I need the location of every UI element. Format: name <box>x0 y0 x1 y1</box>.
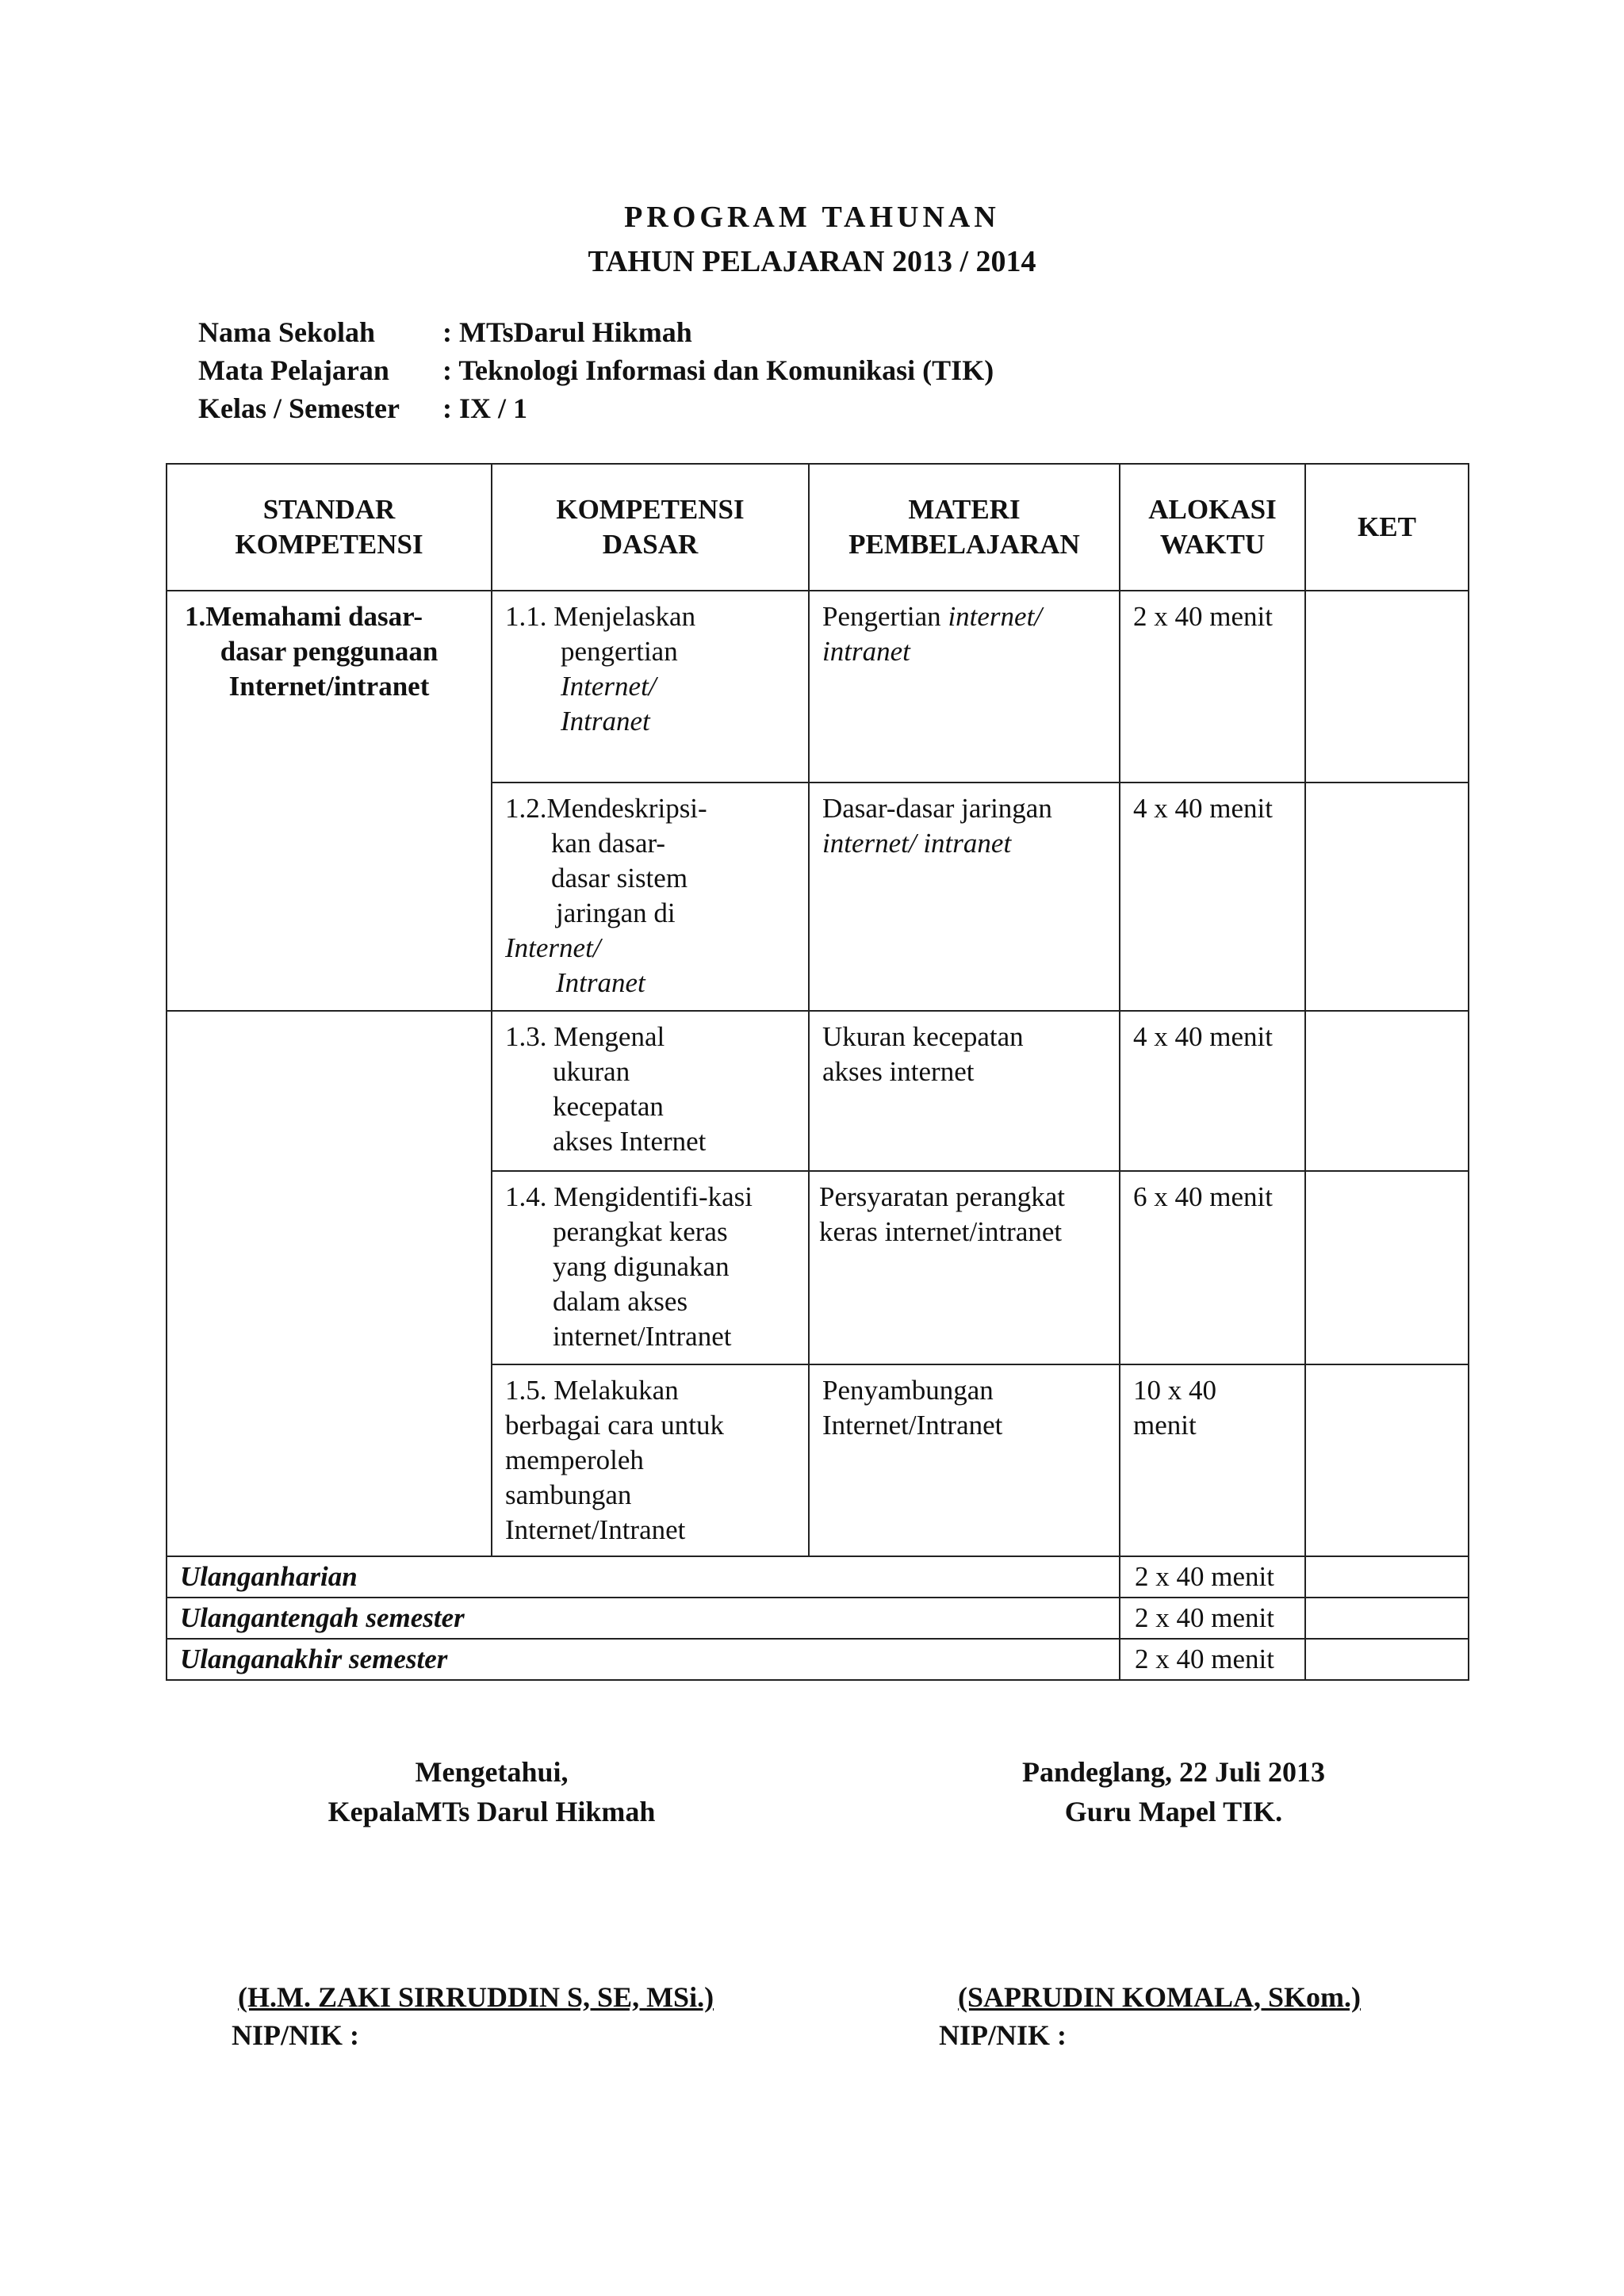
ulangan-row <box>167 1556 1469 1598</box>
meta-row-class <box>198 392 994 430</box>
header-materi-pembelajaran: MATERI PEMBELAJARAN <box>809 464 1120 591</box>
ulangan-row <box>167 1598 1469 1639</box>
table-row <box>167 591 1469 783</box>
header-kompetensi-dasar: KOMPETENSI DASAR <box>492 464 809 591</box>
ket-cell <box>1305 1639 1469 1680</box>
signatory-right-nip: NIP/NIK : <box>939 2019 1067 2051</box>
ket-cell <box>1305 1598 1469 1639</box>
materi-cell: Persyaratan perangkat keras internet/intranet <box>809 1171 1120 1364</box>
meta-value: : IX / 1 <box>442 392 527 424</box>
standar-kompetensi-cell: 1.Memahami dasar- dasar penggunaan Internet/intranet <box>167 591 492 1011</box>
meta-row-school <box>198 316 994 354</box>
ket-cell <box>1305 1011 1469 1171</box>
meta-value: : Teknologi Informasi dan Komunikasi (TIK) <box>442 354 994 386</box>
standar-kompetensi-cell-empty <box>167 1011 492 1556</box>
ulangan-label: Ulangantengah semester <box>167 1598 1120 1639</box>
kompetensi-dasar-cell: 1.2.Mendeskripsi- kan dasar- dasar sistem jaringan di Internet/ Intranet <box>492 783 809 1011</box>
alokasi-cell: 6 x 40 menit <box>1120 1171 1305 1364</box>
kompetensi-dasar-cell: 1.1. Menjelaskan pengertian Internet/ Intranet <box>492 591 809 783</box>
kompetensi-dasar-cell: 1.4. Mengidentifi-kasi perangkat keras yang digunakan dalam akses internet/Intranet <box>492 1171 809 1364</box>
kompetensi-dasar-cell: 1.3. Mengenal ukuran kecepatan akses Internet <box>492 1011 809 1171</box>
ket-cell <box>1305 1364 1469 1556</box>
meta-row-subject <box>198 354 994 392</box>
ulangan-waktu: 2 x 40 menit <box>1120 1598 1305 1639</box>
meta-label: Nama Sekolah <box>198 316 376 348</box>
ulangan-waktu: 2 x 40 menit <box>1120 1556 1305 1598</box>
signature-right-line2: Guru Mapel TIK. <box>1064 1796 1283 1827</box>
kompetensi-dasar-cell: 1.5. Melakukan berbagai cara untuk memperoleh sambungan Internet/Intranet <box>492 1364 809 1556</box>
materi-cell: Dasar-dasar jaringan internet/ intranet <box>809 783 1120 1011</box>
ulangan-waktu: 2 x 40 menit <box>1120 1639 1305 1680</box>
ulangan-label: Ulanganakhir semester <box>167 1639 1120 1680</box>
ket-cell <box>1305 591 1469 783</box>
materi-cell: Ukuran kecepatan akses internet <box>809 1011 1120 1171</box>
signature-right-line1: Pandeglang, 22 Juli 2013 <box>1021 1756 1326 1788</box>
ket-cell <box>1305 1171 1469 1364</box>
ulangan-row <box>167 1639 1469 1680</box>
header-alokasi-waktu: ALOKASI WAKTU <box>1120 464 1305 591</box>
meta-value: : MTsDarul Hikmah <box>442 316 692 348</box>
signatory-left-name: (H.M. ZAKI SIRRUDDIN S, SE, MSi.) <box>238 1981 714 2013</box>
signature-left-block <box>238 1752 745 1831</box>
ulangan-label: Ulanganharian <box>167 1556 1120 1598</box>
table-row <box>167 1011 1469 1171</box>
materi-cell: Penyambungan Internet/Intranet <box>809 1364 1120 1556</box>
meta-label: Kelas / Semester <box>198 392 400 424</box>
alokasi-cell: 4 x 40 menit <box>1120 783 1305 1011</box>
program-table <box>166 463 1469 1681</box>
ket-cell <box>1305 1556 1469 1598</box>
signature-right-block <box>936 1752 1411 1831</box>
meta-label: Mata Pelajaran <box>198 354 389 386</box>
document-title: PROGRAM TAHUNAN <box>624 201 1000 234</box>
alokasi-cell: 10 x 40 menit <box>1120 1364 1305 1556</box>
table-header-row <box>167 464 1469 591</box>
alokasi-cell: 4 x 40 menit <box>1120 1011 1305 1171</box>
ket-cell <box>1305 783 1469 1011</box>
signatory-right-name: (SAPRUDIN KOMALA, SKom.) <box>958 1981 1361 2013</box>
alokasi-cell: 2 x 40 menit <box>1120 591 1305 783</box>
materi-cell: Pengertian internet/ intranet <box>809 591 1120 783</box>
signature-left-line2: KepalaMTs Darul Hikmah <box>327 1796 656 1827</box>
signatory-left-nip: NIP/NIK : <box>232 2019 359 2051</box>
document-meta <box>198 316 994 430</box>
signature-left-line1: Mengetahui, <box>415 1756 569 1788</box>
document-subtitle: TAHUN PELAJARAN 2013 / 2014 <box>588 245 1036 278</box>
header-ket: KET <box>1305 464 1469 591</box>
header-standar-kompetensi: STANDAR KOMPETENSI <box>167 464 492 591</box>
